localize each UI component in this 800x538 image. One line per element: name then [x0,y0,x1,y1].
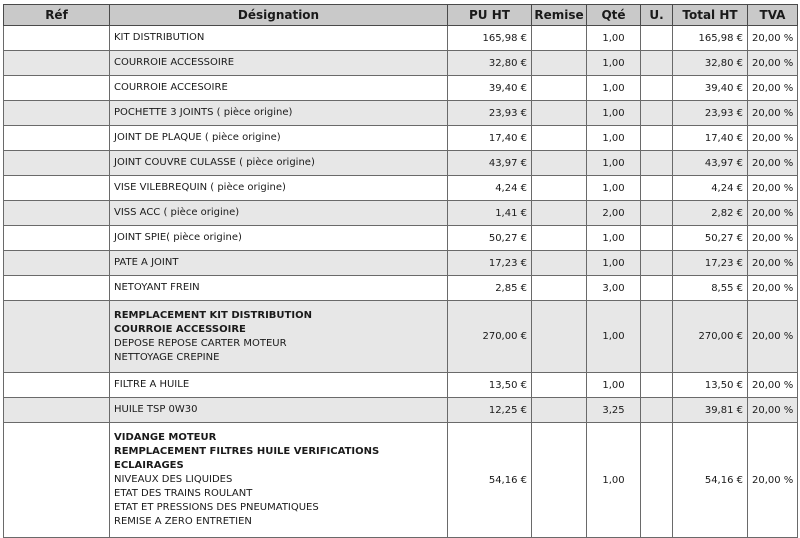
table-row [4,151,798,176]
cell-ref [4,373,110,398]
cell-unit [641,423,673,538]
cell-total-ht: 8,55 € [673,276,748,301]
cell-total-ht: 17,23 € [673,251,748,276]
cell-designation [110,76,448,101]
cell-unit [641,126,673,151]
cell-designation [110,51,448,76]
cell-unit [641,101,673,126]
cell-remise [532,276,587,301]
cell-pu-ht: 50,27 € [448,226,532,251]
cell-total-ht: 39,40 € [673,76,748,101]
cell-pu-ht: 54,16 € [448,423,532,538]
cell-total-ht: 270,00 € [673,301,748,373]
cell-unit [641,201,673,226]
cell-qte: 2,00 [587,201,641,226]
cell-qte: 1,00 [587,51,641,76]
table-row [4,76,798,101]
designation-line: REMPLACEMENT FILTRES HUILE VERIFICATIONS [114,446,380,457]
designation-line: FILTRE A HUILE [114,379,190,390]
designation-line: JOINT DE PLAQUE ( pièce origine) [114,132,281,143]
cell-remise [532,201,587,226]
cell-pu-ht: 32,80 € [448,51,532,76]
cell-pu-ht: 17,23 € [448,251,532,276]
cell-tva: 20,00 % [748,26,798,51]
cell-tva: 20,00 % [748,101,798,126]
designation-line: VIDANGE MOTEUR [114,432,217,443]
cell-pu-ht: 2,85 € [448,276,532,301]
cell-ref [4,301,110,373]
header-qte: Qté [587,5,641,26]
cell-ref [4,101,110,126]
table-header-row [4,5,798,26]
cell-unit [641,301,673,373]
cell-qte: 1,00 [587,101,641,126]
cell-unit [641,176,673,201]
cell-unit [641,76,673,101]
designation-line: JOINT COUVRE CULASSE ( pièce origine) [114,157,315,168]
cell-ref [4,226,110,251]
cell-ref [4,26,110,51]
cell-designation [110,276,448,301]
cell-designation [110,398,448,423]
cell-tva: 20,00 % [748,423,798,538]
cell-remise [532,126,587,151]
cell-qte: 1,00 [587,251,641,276]
cell-total-ht: 39,81 € [673,398,748,423]
cell-tva: 20,00 % [748,373,798,398]
cell-pu-ht: 165,98 € [448,26,532,51]
cell-remise [532,51,587,76]
cell-designation [110,126,448,151]
cell-tva: 20,00 % [748,76,798,101]
cell-total-ht: 23,93 € [673,101,748,126]
cell-ref [4,151,110,176]
table-row [4,126,798,151]
cell-unit [641,226,673,251]
header-remise: Remise [532,5,587,26]
cell-tva: 20,00 % [748,398,798,423]
cell-designation [110,373,448,398]
cell-unit [641,251,673,276]
cell-qte: 1,00 [587,176,641,201]
cell-ref [4,276,110,301]
cell-total-ht: 4,24 € [673,176,748,201]
cell-ref [4,251,110,276]
cell-qte: 1,00 [587,76,641,101]
designation-line: NETTOYAGE CREPINE [114,351,220,363]
cell-pu-ht: 12,25 € [448,398,532,423]
cell-tva: 20,00 % [748,151,798,176]
designation-line: KIT DISTRIBUTION [114,32,205,43]
cell-designation [110,423,448,538]
designation-line: ETAT ET PRESSIONS DES PNEUMATIQUES [114,502,319,513]
cell-designation [110,226,448,251]
cell-ref [4,51,110,76]
cell-remise [532,398,587,423]
cell-designation [110,301,448,373]
designation-line: COURROIE ACCESSOIRE [114,57,235,68]
cell-remise [532,101,587,126]
designation-line: PATE A JOINT [114,257,179,268]
cell-pu-ht: 17,40 € [448,126,532,151]
table-row [4,201,798,226]
table-row [4,373,798,398]
designation-line: HUILE TSP 0W30 [114,404,198,415]
cell-tva: 20,00 % [748,201,798,226]
cell-pu-ht: 270,00 € [448,301,532,373]
cell-designation [110,201,448,226]
table-row [4,301,798,373]
cell-tva: 20,00 % [748,126,798,151]
cell-total-ht: 54,16 € [673,423,748,538]
designation-line: VISS ACC ( pièce origine) [114,207,240,218]
cell-pu-ht: 39,40 € [448,76,532,101]
designation-line: REMISE A ZERO ENTRETIEN [114,516,252,527]
header-pu-ht: PU HT [448,5,532,26]
cell-tva: 20,00 % [748,276,798,301]
header-tva: TVA [748,5,798,26]
designation-line: NIVEAUX DES LIQUIDES [114,474,233,485]
designation-line: COURROIE ACCESOIRE [114,82,228,93]
cell-remise [532,373,587,398]
cell-ref [4,398,110,423]
cell-pu-ht: 1,41 € [448,201,532,226]
cell-remise [532,176,587,201]
cell-qte: 3,25 [587,398,641,423]
cell-pu-ht: 23,93 € [448,101,532,126]
designation-line: REMPLACEMENT KIT DISTRIBUTION [114,309,312,321]
header-total-ht: Total HT [673,5,748,26]
cell-qte: 1,00 [587,301,641,373]
table-row [4,251,798,276]
table-row [4,51,798,76]
table-row [4,398,798,423]
cell-unit [641,26,673,51]
cell-total-ht: 43,97 € [673,151,748,176]
header-ref: Réf [4,5,110,26]
cell-remise [532,251,587,276]
cell-ref [4,201,110,226]
cell-ref [4,423,110,538]
cell-pu-ht: 43,97 € [448,151,532,176]
table-row [4,276,798,301]
cell-qte: 1,00 [587,423,641,538]
cell-designation [110,151,448,176]
cell-tva: 20,00 % [748,51,798,76]
cell-qte: 1,00 [587,151,641,176]
cell-remise [532,226,587,251]
invoice-lines-table [3,4,798,538]
cell-tva: 20,00 % [748,301,798,373]
designation-line: VISE VILEBREQUIN ( pièce origine) [114,182,286,193]
cell-designation [110,176,448,201]
cell-total-ht: 2,82 € [673,201,748,226]
cell-qte: 1,00 [587,226,641,251]
table-row [4,176,798,201]
cell-unit [641,398,673,423]
cell-tva: 20,00 % [748,251,798,276]
header-designation: Désignation [110,5,448,26]
cell-total-ht: 13,50 € [673,373,748,398]
cell-pu-ht: 13,50 € [448,373,532,398]
cell-remise [532,423,587,538]
header-unit: U. [641,5,673,26]
designation-line: COURROIE ACCESSOIRE [114,323,246,335]
cell-remise [532,76,587,101]
cell-qte: 1,00 [587,26,641,51]
table-row [4,26,798,51]
cell-designation [110,251,448,276]
cell-designation [110,101,448,126]
cell-ref [4,126,110,151]
designation-line: JOINT SPIE( pièce origine) [114,232,242,243]
cell-unit [641,51,673,76]
cell-remise [532,151,587,176]
cell-unit [641,276,673,301]
cell-total-ht: 165,98 € [673,26,748,51]
cell-qte: 1,00 [587,373,641,398]
cell-tva: 20,00 % [748,226,798,251]
cell-tva: 20,00 % [748,176,798,201]
cell-total-ht: 17,40 € [673,126,748,151]
cell-ref [4,176,110,201]
cell-total-ht: 32,80 € [673,51,748,76]
cell-pu-ht: 4,24 € [448,176,532,201]
designation-line: ETAT DES TRAINS ROULANT [114,488,253,499]
cell-ref [4,76,110,101]
table-row [4,101,798,126]
cell-unit [641,373,673,398]
table-row [4,423,798,538]
cell-designation [110,26,448,51]
designation-line: POCHETTE 3 JOINTS ( pièce origine) [114,107,293,118]
table-row [4,226,798,251]
designation-line: DEPOSE REPOSE CARTER MOTEUR [114,337,287,349]
designation-line: NETOYANT FREIN [114,282,200,293]
cell-total-ht: 50,27 € [673,226,748,251]
cell-remise [532,301,587,373]
designation-line: ECLAIRAGES [114,460,184,471]
cell-remise [532,26,587,51]
cell-qte: 1,00 [587,126,641,151]
cell-unit [641,151,673,176]
cell-qte: 3,00 [587,276,641,301]
